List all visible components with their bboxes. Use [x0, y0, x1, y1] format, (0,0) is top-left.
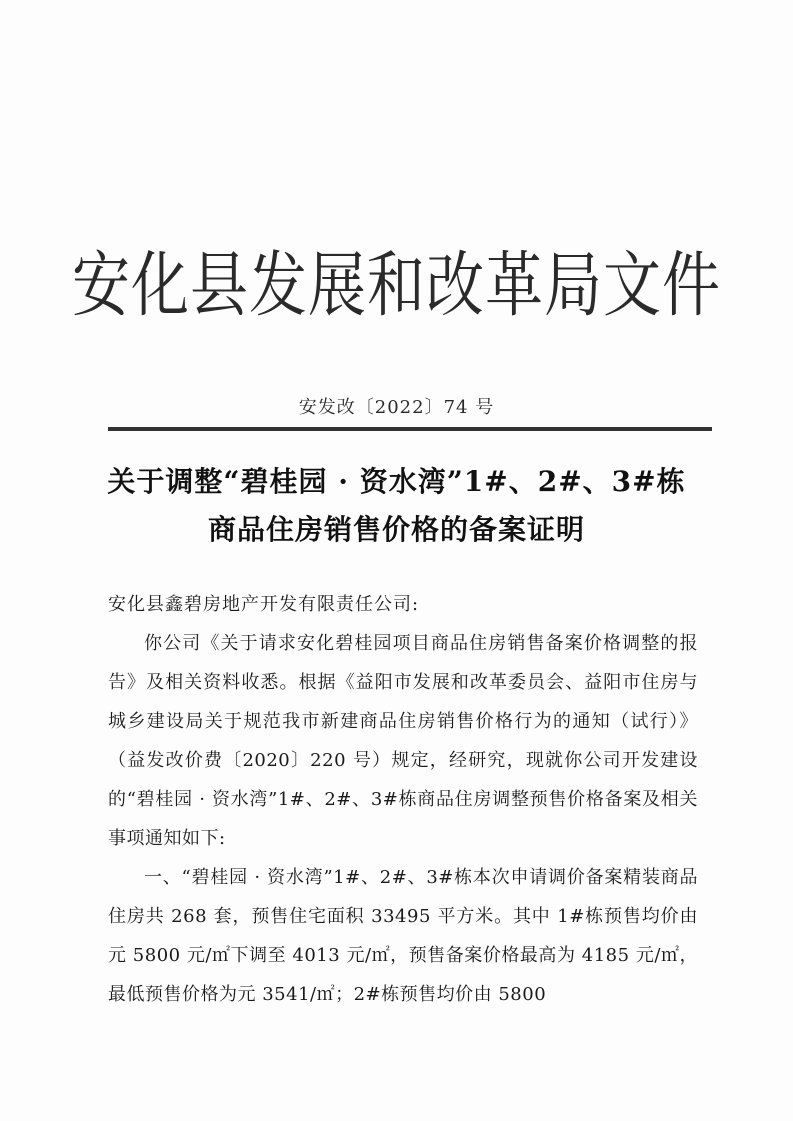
document-title-line-1: 关于调整“碧桂园 · 资水湾”1#、2#、3#栋	[107, 465, 686, 498]
addressee: 安化县鑫碧房地产开发有限责任公司:	[108, 594, 420, 615]
header-divider	[108, 427, 712, 431]
issuing-authority-header: 安化县发展和改革局文件	[71, 243, 721, 327]
body-paragraph-1	[108, 624, 698, 858]
paragraph-text: 一、“碧桂园 · 资水湾”1#、2#、3#栋本次申请调价备案精装商品住房共 268 套，预售住宅面积 33495 平方米。其中 1#栋预售均价由元 5800 元/㎡下调至 4013 元/㎡，预售备案价格最高为 4185 元/㎡，最低预售价格为元 3541/㎡；2#栋预售均价由 5800	[108, 867, 698, 1005]
paragraph-text: 你公司《关于请求安化碧桂园项目商品住房销售备案价格调整的报告》及相关资料收悉。根据《益阳市发展和改革委员会、益阳市住房与城乡建设局关于规范我市新建商品住房销售价格行为的通知（试行）》（益发改价费〔2020〕220 号）规定，经研究，现就你公司开发建设的“碧桂园 · 资水湾”1#、2#、3#栋商品住房调整预售价格备案及相关事项通知如下:	[108, 633, 698, 849]
document-title-line-2: 商品住房销售价格的备案证明	[207, 513, 585, 546]
document-number: 安发改〔2022〕74 号	[298, 397, 495, 418]
body-paragraph-2	[108, 858, 698, 1014]
